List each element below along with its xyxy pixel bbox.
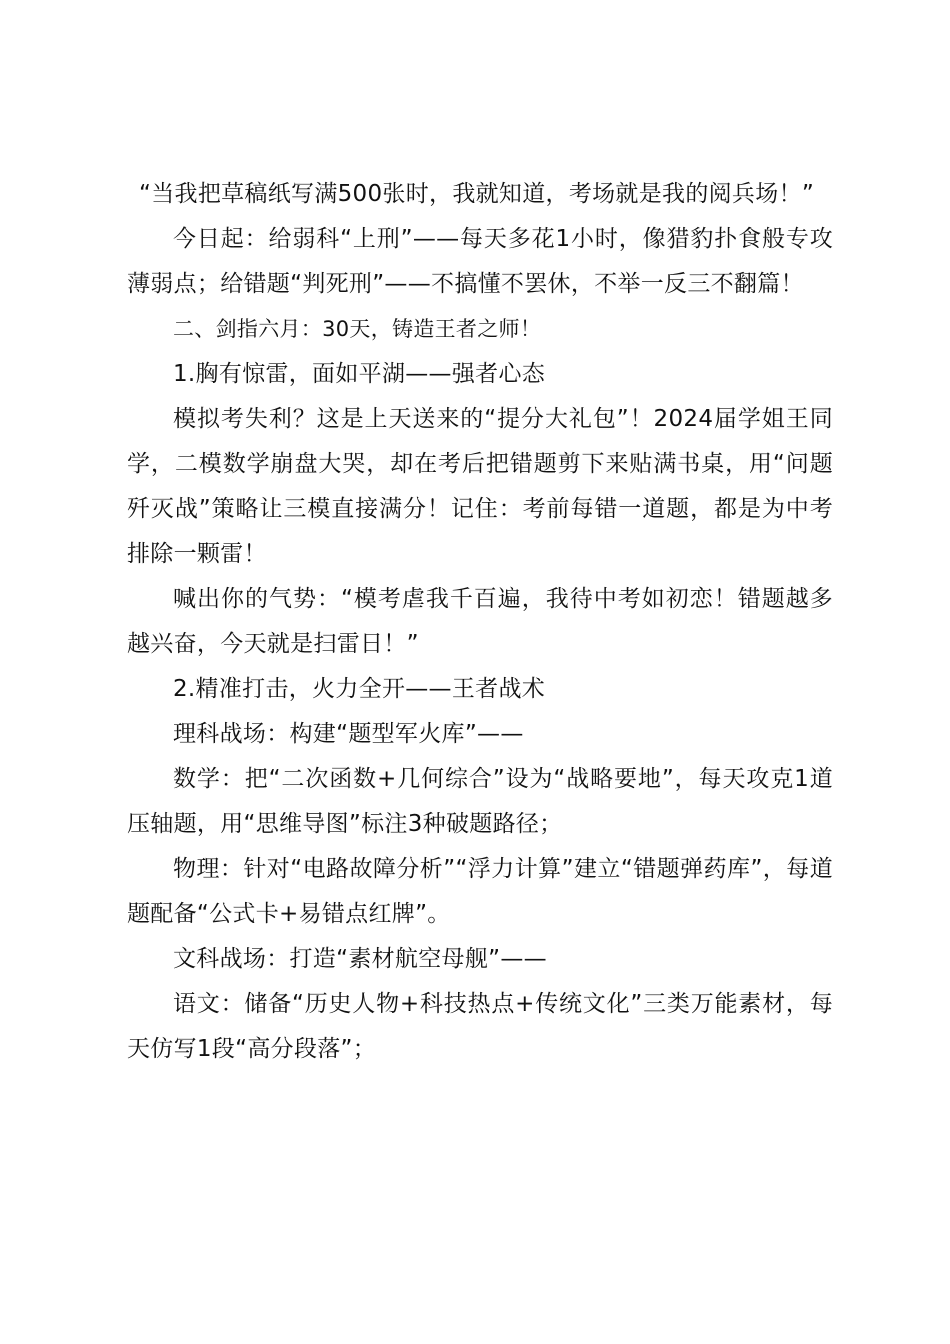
paragraph-physics: 物理：针对“电路故障分析”“浮力计算”建立“错题弹药库”，每道题配备“公式卡+易错点红牌”。 <box>127 856 833 927</box>
subheading-tactics: 2.精准打击，火力全开——王者战术 <box>173 676 546 702</box>
paragraph-slogan: 喊出你的气势：“模考虐我千百遍，我待中考如初恋！错题越多越兴奋，今天就是扫雷日！” <box>127 586 833 657</box>
section-heading-2: 二、剑指六月：30天，铸造王者之师！ <box>173 317 542 341</box>
paragraph-math: 数学：把“二次函数+几何综合”设为“战略要地”，每天攻克1道压轴题，用“思维导图”标注3种破题路径； <box>127 766 833 837</box>
paragraph-quote: “当我把草稿纸写满500张时，我就知道，考场就是我的阅兵场！” <box>139 181 815 207</box>
paragraph-chinese: 语文：储备“历史人物+科技热点+传统文化”三类万能素材，每天仿写1段“高分段落”； <box>127 991 833 1062</box>
document-body <box>127 172 833 1072</box>
paragraph-science: 理科战场：构建“题型军火库”—— <box>173 721 524 747</box>
subheading-mindset: 1.胸有惊雷，面如平湖——强者心态 <box>173 361 546 387</box>
paragraph-mock-exam: 模拟考失利？这是上天送来的“提分大礼包”！2024届学姐王同学，二模数学崩盘大哭，却在考后把错题剪下来贴满书桌，用“问题歼灭战”策略让三模直接满分！记住：考前每错一道题，都是为中考排除一颗雷！ <box>127 406 833 567</box>
paragraph-liberal-arts: 文科战场：打造“素材航空母舰”—— <box>173 946 547 972</box>
paragraph-today: 今日起：给弱科“上刑”——每天多花1小时，像猎豹扑食般专攻薄弱点；给错题“判死刑”——不搞懂不罢休，不举一反三不翻篇！ <box>127 226 833 297</box>
